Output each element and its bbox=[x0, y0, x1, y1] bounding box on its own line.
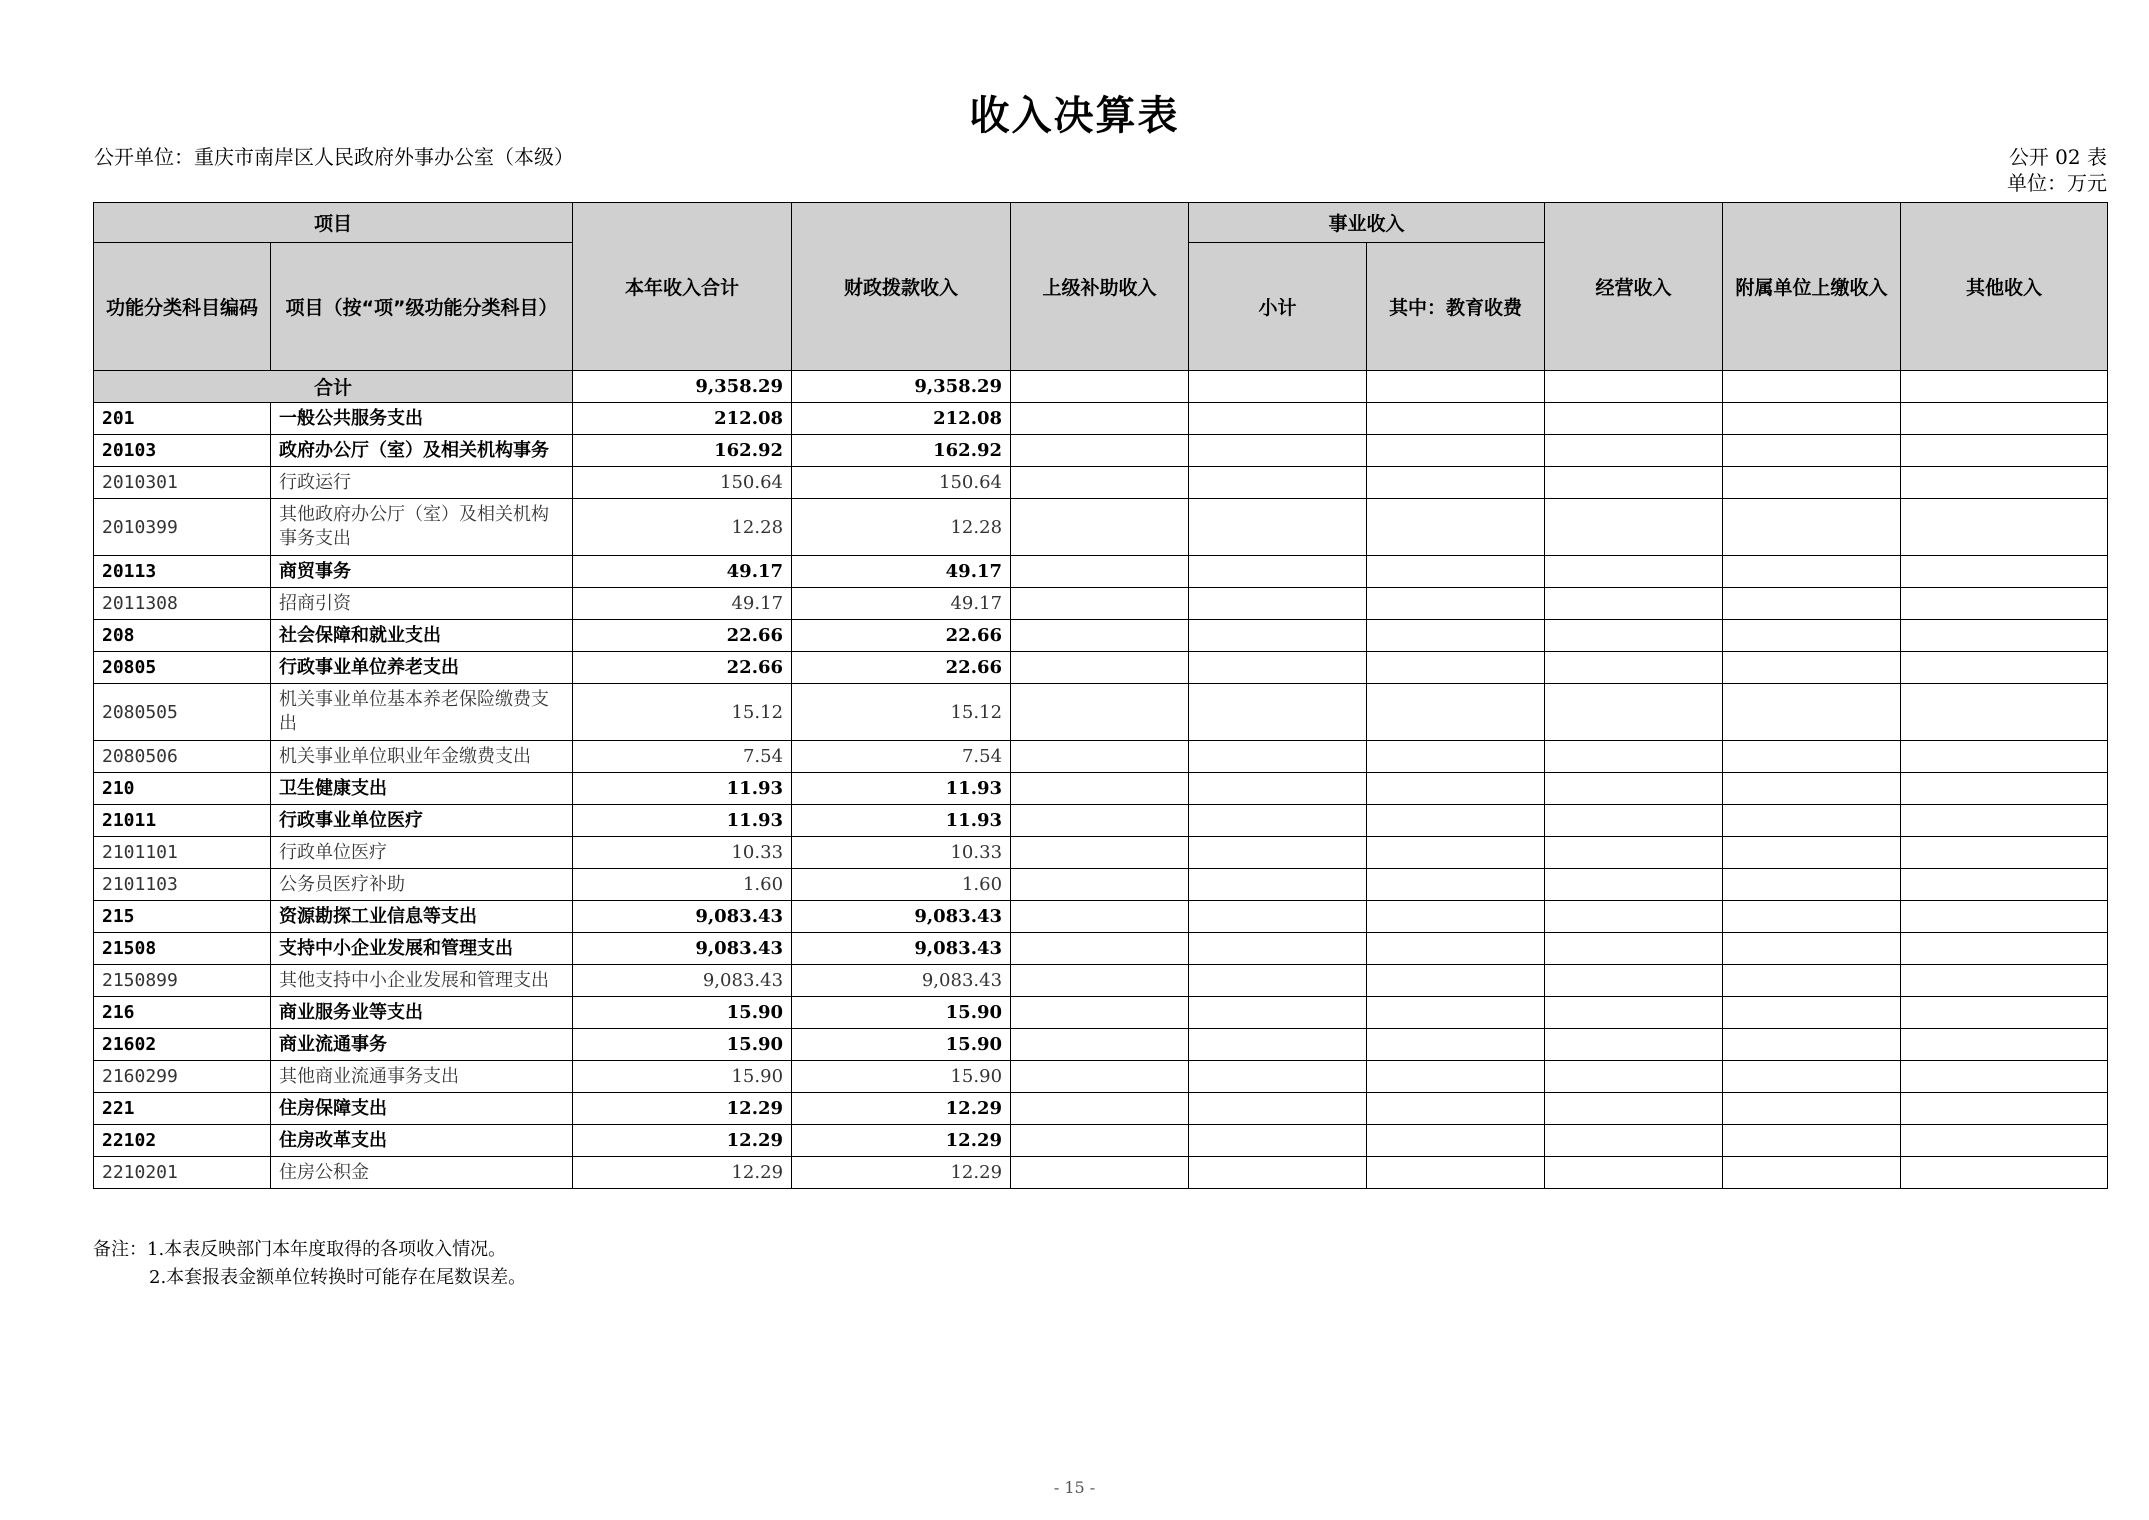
row-operating bbox=[1545, 1029, 1723, 1061]
row-edu bbox=[1367, 901, 1545, 933]
row-edu bbox=[1367, 556, 1545, 588]
row-code: 216 bbox=[94, 997, 271, 1029]
header-item: 项目 bbox=[94, 203, 573, 243]
row-business-subtotal bbox=[1189, 467, 1367, 499]
row-other bbox=[1901, 869, 2108, 901]
row-superior bbox=[1011, 997, 1189, 1029]
row-affiliated bbox=[1723, 1029, 1901, 1061]
row-superior bbox=[1011, 837, 1189, 869]
table-header bbox=[94, 203, 2108, 371]
row-name: 行政运行 bbox=[271, 467, 573, 499]
money-unit: 单位：万元 bbox=[2007, 171, 2107, 195]
row-business-subtotal bbox=[1189, 499, 1367, 556]
row-other bbox=[1901, 773, 2108, 805]
row-total: 49.17 bbox=[573, 588, 792, 620]
row-total: 162.92 bbox=[573, 435, 792, 467]
row-edu bbox=[1367, 620, 1545, 652]
row-operating bbox=[1545, 556, 1723, 588]
row-operating bbox=[1545, 933, 1723, 965]
table-row bbox=[94, 741, 2108, 773]
row-fiscal: 15.90 bbox=[792, 997, 1011, 1029]
row-fiscal: 1.60 bbox=[792, 869, 1011, 901]
table-row bbox=[94, 403, 2108, 435]
header-operating: 经营收入 bbox=[1545, 203, 1723, 371]
row-code: 2080505 bbox=[94, 684, 271, 741]
row-operating bbox=[1545, 435, 1723, 467]
row-total: 12.29 bbox=[573, 1093, 792, 1125]
row-affiliated bbox=[1723, 588, 1901, 620]
row-business-subtotal bbox=[1189, 741, 1367, 773]
table-row bbox=[94, 1061, 2108, 1093]
row-name: 住房公积金 bbox=[271, 1157, 573, 1189]
row-affiliated bbox=[1723, 805, 1901, 837]
row-edu bbox=[1367, 805, 1545, 837]
row-fiscal: 150.64 bbox=[792, 467, 1011, 499]
row-superior bbox=[1011, 869, 1189, 901]
row-edu bbox=[1367, 837, 1545, 869]
row-other bbox=[1901, 741, 2108, 773]
row-business-subtotal bbox=[1189, 588, 1367, 620]
row-name: 卫生健康支出 bbox=[271, 773, 573, 805]
table-row bbox=[94, 805, 2108, 837]
row-business-subtotal bbox=[1189, 805, 1367, 837]
table-body bbox=[94, 371, 2108, 1189]
header-business: 事业收入 bbox=[1189, 203, 1545, 243]
row-operating bbox=[1545, 837, 1723, 869]
row-operating bbox=[1545, 741, 1723, 773]
row-business-subtotal bbox=[1189, 997, 1367, 1029]
table-row bbox=[94, 499, 2108, 556]
row-other bbox=[1901, 684, 2108, 741]
row-superior bbox=[1011, 499, 1189, 556]
notes bbox=[93, 1236, 526, 1292]
row-fiscal: 9,083.43 bbox=[792, 901, 1011, 933]
row-code: 21011 bbox=[94, 805, 271, 837]
row-edu bbox=[1367, 869, 1545, 901]
row-superior bbox=[1011, 588, 1189, 620]
row-edu bbox=[1367, 741, 1545, 773]
row-other bbox=[1901, 499, 2108, 556]
row-operating bbox=[1545, 403, 1723, 435]
total-edu bbox=[1367, 371, 1545, 403]
row-operating bbox=[1545, 1061, 1723, 1093]
row-affiliated bbox=[1723, 901, 1901, 933]
row-operating bbox=[1545, 901, 1723, 933]
row-edu bbox=[1367, 965, 1545, 997]
table-row bbox=[94, 1093, 2108, 1125]
row-total: 7.54 bbox=[573, 741, 792, 773]
row-name: 行政事业单位医疗 bbox=[271, 805, 573, 837]
row-code: 20103 bbox=[94, 435, 271, 467]
row-other bbox=[1901, 588, 2108, 620]
row-name: 其他商业流通事务支出 bbox=[271, 1061, 573, 1093]
total-business-subtotal bbox=[1189, 371, 1367, 403]
row-business-subtotal bbox=[1189, 869, 1367, 901]
row-total: 49.17 bbox=[573, 556, 792, 588]
table-row bbox=[94, 1157, 2108, 1189]
row-fiscal: 9,083.43 bbox=[792, 965, 1011, 997]
row-business-subtotal bbox=[1189, 1157, 1367, 1189]
row-affiliated bbox=[1723, 652, 1901, 684]
row-other bbox=[1901, 965, 2108, 997]
row-other bbox=[1901, 837, 2108, 869]
row-other bbox=[1901, 1157, 2108, 1189]
row-name: 商业服务业等支出 bbox=[271, 997, 573, 1029]
row-operating bbox=[1545, 652, 1723, 684]
row-fiscal: 7.54 bbox=[792, 741, 1011, 773]
row-fiscal: 15.90 bbox=[792, 1061, 1011, 1093]
row-code: 215 bbox=[94, 901, 271, 933]
row-code: 2011308 bbox=[94, 588, 271, 620]
row-total: 22.66 bbox=[573, 620, 792, 652]
row-edu bbox=[1367, 1125, 1545, 1157]
row-affiliated bbox=[1723, 467, 1901, 499]
row-business-subtotal bbox=[1189, 652, 1367, 684]
table-row bbox=[94, 837, 2108, 869]
row-other bbox=[1901, 1093, 2108, 1125]
row-name: 其他政府办公厅（室）及相关机构事务支出 bbox=[271, 499, 573, 556]
row-operating bbox=[1545, 1093, 1723, 1125]
row-operating bbox=[1545, 1125, 1723, 1157]
income-table bbox=[93, 202, 2108, 1189]
row-fiscal: 22.66 bbox=[792, 652, 1011, 684]
row-operating bbox=[1545, 467, 1723, 499]
row-code: 2080506 bbox=[94, 741, 271, 773]
row-total: 15.90 bbox=[573, 1061, 792, 1093]
row-fiscal: 12.29 bbox=[792, 1157, 1011, 1189]
row-code: 22102 bbox=[94, 1125, 271, 1157]
row-business-subtotal bbox=[1189, 837, 1367, 869]
row-affiliated bbox=[1723, 1157, 1901, 1189]
row-code: 2150899 bbox=[94, 965, 271, 997]
row-business-subtotal bbox=[1189, 435, 1367, 467]
row-name: 行政单位医疗 bbox=[271, 837, 573, 869]
row-affiliated bbox=[1723, 620, 1901, 652]
header-fiscal: 财政拨款收入 bbox=[792, 203, 1011, 371]
row-superior bbox=[1011, 773, 1189, 805]
row-fiscal: 162.92 bbox=[792, 435, 1011, 467]
total-operating bbox=[1545, 371, 1723, 403]
row-total: 10.33 bbox=[573, 837, 792, 869]
total-other bbox=[1901, 371, 2108, 403]
row-code: 2210201 bbox=[94, 1157, 271, 1189]
row-name: 商贸事务 bbox=[271, 556, 573, 588]
row-total: 12.29 bbox=[573, 1125, 792, 1157]
table-row bbox=[94, 773, 2108, 805]
row-code: 201 bbox=[94, 403, 271, 435]
row-affiliated bbox=[1723, 773, 1901, 805]
row-name: 招商引资 bbox=[271, 588, 573, 620]
row-affiliated bbox=[1723, 837, 1901, 869]
row-name: 一般公共服务支出 bbox=[271, 403, 573, 435]
row-fiscal: 9,083.43 bbox=[792, 933, 1011, 965]
row-business-subtotal bbox=[1189, 620, 1367, 652]
row-fiscal: 12.29 bbox=[792, 1125, 1011, 1157]
total-amount: 9,358.29 bbox=[573, 371, 792, 403]
row-fiscal: 12.28 bbox=[792, 499, 1011, 556]
row-affiliated bbox=[1723, 499, 1901, 556]
row-operating bbox=[1545, 620, 1723, 652]
total-superior bbox=[1011, 371, 1189, 403]
row-edu bbox=[1367, 1029, 1545, 1061]
row-total: 15.90 bbox=[573, 997, 792, 1029]
row-name: 其他支持中小企业发展和管理支出 bbox=[271, 965, 573, 997]
row-superior bbox=[1011, 1125, 1189, 1157]
row-other bbox=[1901, 435, 2108, 467]
table-row bbox=[94, 965, 2108, 997]
header-affiliated: 附属单位上缴收入 bbox=[1723, 203, 1901, 371]
row-fiscal: 10.33 bbox=[792, 837, 1011, 869]
row-affiliated bbox=[1723, 684, 1901, 741]
row-business-subtotal bbox=[1189, 933, 1367, 965]
row-superior bbox=[1011, 556, 1189, 588]
row-business-subtotal bbox=[1189, 965, 1367, 997]
row-edu bbox=[1367, 652, 1545, 684]
header-edu: 其中：教育收费 bbox=[1367, 243, 1545, 371]
total-label: 合计 bbox=[94, 371, 573, 403]
row-name: 公务员医疗补助 bbox=[271, 869, 573, 901]
row-affiliated bbox=[1723, 869, 1901, 901]
table-row bbox=[94, 588, 2108, 620]
row-total: 9,083.43 bbox=[573, 933, 792, 965]
row-fiscal: 12.29 bbox=[792, 1093, 1011, 1125]
row-name: 资源勘探工业信息等支出 bbox=[271, 901, 573, 933]
row-business-subtotal bbox=[1189, 1125, 1367, 1157]
total-fiscal: 9,358.29 bbox=[792, 371, 1011, 403]
row-code: 21508 bbox=[94, 933, 271, 965]
row-edu bbox=[1367, 1157, 1545, 1189]
row-total: 12.28 bbox=[573, 499, 792, 556]
row-superior bbox=[1011, 1061, 1189, 1093]
row-fiscal: 15.12 bbox=[792, 684, 1011, 741]
row-business-subtotal bbox=[1189, 1093, 1367, 1125]
row-total: 11.93 bbox=[573, 773, 792, 805]
row-name: 政府办公厅（室）及相关机构事务 bbox=[271, 435, 573, 467]
row-fiscal: 11.93 bbox=[792, 773, 1011, 805]
row-superior bbox=[1011, 403, 1189, 435]
row-operating bbox=[1545, 997, 1723, 1029]
row-superior bbox=[1011, 1029, 1189, 1061]
row-edu bbox=[1367, 684, 1545, 741]
row-affiliated bbox=[1723, 741, 1901, 773]
row-superior bbox=[1011, 467, 1189, 499]
row-edu bbox=[1367, 467, 1545, 499]
page-number: - 15 - bbox=[1053, 1478, 1096, 1497]
row-superior bbox=[1011, 1093, 1189, 1125]
form-number: 公开 02 表 bbox=[2008, 145, 2107, 169]
note-line-1: 备注：1.本表反映部门本年度取得的各项收入情况。 bbox=[93, 1239, 507, 1260]
row-other bbox=[1901, 467, 2108, 499]
row-name: 住房保障支出 bbox=[271, 1093, 573, 1125]
row-affiliated bbox=[1723, 435, 1901, 467]
row-name: 社会保障和就业支出 bbox=[271, 620, 573, 652]
row-edu bbox=[1367, 403, 1545, 435]
header-superior: 上级补助收入 bbox=[1011, 203, 1189, 371]
header-total: 本年收入合计 bbox=[573, 203, 792, 371]
row-fiscal: 212.08 bbox=[792, 403, 1011, 435]
row-affiliated bbox=[1723, 933, 1901, 965]
row-fiscal: 49.17 bbox=[792, 588, 1011, 620]
row-name: 支持中小企业发展和管理支出 bbox=[271, 933, 573, 965]
row-code: 2010301 bbox=[94, 467, 271, 499]
row-total: 22.66 bbox=[573, 652, 792, 684]
page-title: 收入决算表 bbox=[969, 93, 1180, 139]
row-total: 15.12 bbox=[573, 684, 792, 741]
row-total: 9,083.43 bbox=[573, 965, 792, 997]
row-fiscal: 11.93 bbox=[792, 805, 1011, 837]
row-other bbox=[1901, 556, 2108, 588]
row-superior bbox=[1011, 933, 1189, 965]
table-row bbox=[94, 1125, 2108, 1157]
row-name: 机关事业单位职业年金缴费支出 bbox=[271, 741, 573, 773]
header-name: 项目（按“项”级功能分类科目） bbox=[271, 243, 573, 371]
table-row bbox=[94, 435, 2108, 467]
row-fiscal: 22.66 bbox=[792, 620, 1011, 652]
row-business-subtotal bbox=[1189, 684, 1367, 741]
row-business-subtotal bbox=[1189, 1029, 1367, 1061]
row-name: 行政事业单位养老支出 bbox=[271, 652, 573, 684]
table-row bbox=[94, 684, 2108, 741]
row-total: 12.29 bbox=[573, 1157, 792, 1189]
row-affiliated bbox=[1723, 965, 1901, 997]
row-edu bbox=[1367, 997, 1545, 1029]
row-affiliated bbox=[1723, 997, 1901, 1029]
row-other bbox=[1901, 620, 2108, 652]
total-row bbox=[94, 371, 2108, 403]
row-code: 221 bbox=[94, 1093, 271, 1125]
row-total: 1.60 bbox=[573, 869, 792, 901]
row-business-subtotal bbox=[1189, 556, 1367, 588]
row-edu bbox=[1367, 773, 1545, 805]
table-row bbox=[94, 869, 2108, 901]
row-edu bbox=[1367, 588, 1545, 620]
header-other: 其他收入 bbox=[1901, 203, 2108, 371]
row-affiliated bbox=[1723, 556, 1901, 588]
reporting-unit: 公开单位：重庆市南岸区人民政府外事办公室（本级） bbox=[94, 145, 574, 169]
table-row bbox=[94, 901, 2108, 933]
table-row bbox=[94, 997, 2108, 1029]
row-affiliated bbox=[1723, 1061, 1901, 1093]
row-name: 机关事业单位基本养老保险缴费支出 bbox=[271, 684, 573, 741]
row-superior bbox=[1011, 684, 1189, 741]
row-fiscal: 49.17 bbox=[792, 556, 1011, 588]
row-name: 住房改革支出 bbox=[271, 1125, 573, 1157]
row-total: 9,083.43 bbox=[573, 901, 792, 933]
row-other bbox=[1901, 805, 2108, 837]
row-business-subtotal bbox=[1189, 403, 1367, 435]
row-fiscal: 15.90 bbox=[792, 1029, 1011, 1061]
row-name: 商业流通事务 bbox=[271, 1029, 573, 1061]
row-business-subtotal bbox=[1189, 773, 1367, 805]
row-affiliated bbox=[1723, 403, 1901, 435]
row-total: 11.93 bbox=[573, 805, 792, 837]
row-other bbox=[1901, 1125, 2108, 1157]
row-code: 2010399 bbox=[94, 499, 271, 556]
row-superior bbox=[1011, 620, 1189, 652]
row-edu bbox=[1367, 435, 1545, 467]
row-superior bbox=[1011, 805, 1189, 837]
row-affiliated bbox=[1723, 1125, 1901, 1157]
row-code: 2101103 bbox=[94, 869, 271, 901]
table-row bbox=[94, 620, 2108, 652]
header-code: 功能分类科目编码 bbox=[94, 243, 271, 371]
row-other bbox=[1901, 1061, 2108, 1093]
row-operating bbox=[1545, 684, 1723, 741]
row-edu bbox=[1367, 1061, 1545, 1093]
row-superior bbox=[1011, 435, 1189, 467]
row-business-subtotal bbox=[1189, 901, 1367, 933]
row-operating bbox=[1545, 869, 1723, 901]
row-code: 2101101 bbox=[94, 837, 271, 869]
row-code: 21602 bbox=[94, 1029, 271, 1061]
row-operating bbox=[1545, 965, 1723, 997]
row-operating bbox=[1545, 499, 1723, 556]
header-subtotal: 小计 bbox=[1189, 243, 1367, 371]
row-superior bbox=[1011, 652, 1189, 684]
note-line-2: 2.本套报表金额单位转换时可能存在尾数误差。 bbox=[149, 1267, 527, 1288]
row-other bbox=[1901, 901, 2108, 933]
row-code: 20113 bbox=[94, 556, 271, 588]
table-row bbox=[94, 556, 2108, 588]
row-other bbox=[1901, 997, 2108, 1029]
row-operating bbox=[1545, 773, 1723, 805]
row-operating bbox=[1545, 1157, 1723, 1189]
row-total: 212.08 bbox=[573, 403, 792, 435]
row-edu bbox=[1367, 933, 1545, 965]
row-code: 20805 bbox=[94, 652, 271, 684]
row-operating bbox=[1545, 805, 1723, 837]
table-row bbox=[94, 652, 2108, 684]
table-row bbox=[94, 1029, 2108, 1061]
row-code: 2160299 bbox=[94, 1061, 271, 1093]
total-affiliated bbox=[1723, 371, 1901, 403]
row-total: 15.90 bbox=[573, 1029, 792, 1061]
row-edu bbox=[1367, 499, 1545, 556]
row-superior bbox=[1011, 1157, 1189, 1189]
row-operating bbox=[1545, 588, 1723, 620]
row-superior bbox=[1011, 741, 1189, 773]
row-total: 150.64 bbox=[573, 467, 792, 499]
row-other bbox=[1901, 933, 2108, 965]
table-row bbox=[94, 467, 2108, 499]
row-affiliated bbox=[1723, 1093, 1901, 1125]
table-row bbox=[94, 933, 2108, 965]
row-code: 210 bbox=[94, 773, 271, 805]
row-other bbox=[1901, 1029, 2108, 1061]
row-other bbox=[1901, 403, 2108, 435]
row-other bbox=[1901, 652, 2108, 684]
row-superior bbox=[1011, 901, 1189, 933]
row-superior bbox=[1011, 965, 1189, 997]
row-business-subtotal bbox=[1189, 1061, 1367, 1093]
row-code: 208 bbox=[94, 620, 271, 652]
row-edu bbox=[1367, 1093, 1545, 1125]
